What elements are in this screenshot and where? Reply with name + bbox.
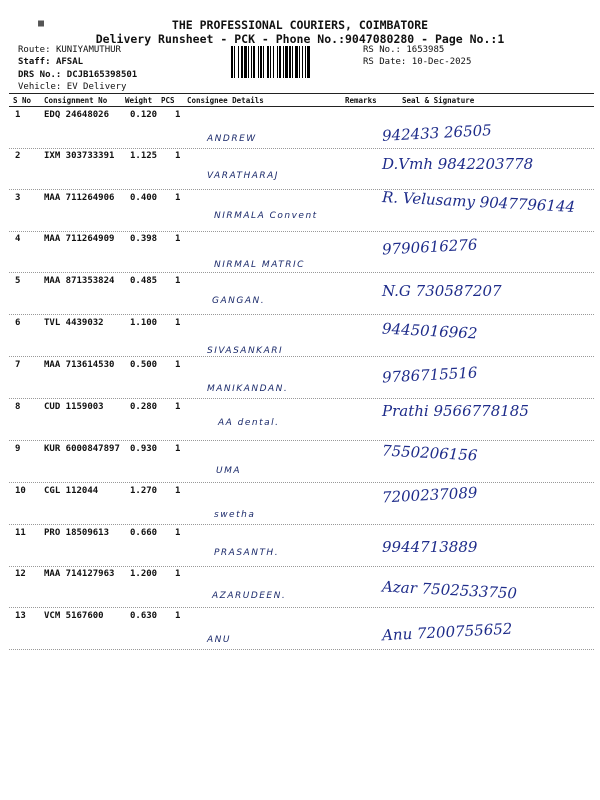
row-consignee: UMA — [216, 466, 242, 476]
row-pcs: 1 — [175, 360, 181, 370]
drs-label: DRS No.: — [18, 70, 62, 80]
row-divider — [9, 566, 594, 567]
row-weight: 1.125 — [130, 151, 158, 161]
row-consignment: CUD 1159003 — [44, 402, 104, 412]
row-consignment: MAA 713614530 — [44, 360, 115, 370]
row-pcs: 1 — [175, 528, 181, 538]
col-sno: S No — [13, 96, 32, 105]
row-signature: 942433 26505 — [381, 121, 493, 145]
row-consignment: MAA 714127963 — [44, 569, 115, 579]
row-pcs: 1 — [175, 569, 181, 579]
col-consignment: Consignment No — [44, 96, 108, 105]
row-weight: 1.270 — [130, 486, 158, 496]
row-sno: 13 — [15, 611, 26, 621]
row-consignee: GANGAN. — [212, 296, 266, 306]
route-value: KUNIYAMUTHUR — [55, 45, 121, 55]
row-consignee: MANIKANDAN. — [207, 384, 289, 394]
row-divider — [9, 314, 594, 315]
row-divider — [9, 356, 594, 357]
row-divider — [9, 272, 594, 273]
row-signature: 7550206156 — [381, 441, 478, 465]
row-signature: 9790616276 — [381, 235, 478, 259]
row-pcs: 1 — [175, 611, 181, 621]
row-consignment: MAA 711264906 — [44, 193, 115, 203]
rs-date-label: RS Date: — [363, 57, 407, 67]
col-weight: Weight — [125, 96, 153, 105]
row-signature: 9786715516 — [381, 363, 478, 387]
row-consignee: swetha — [214, 510, 256, 520]
row-consignment: EDQ 24648026 — [44, 110, 110, 120]
row-divider — [9, 398, 594, 399]
row-weight: 0.930 — [130, 444, 158, 454]
row-sno: 10 — [15, 486, 26, 496]
row-pcs: 1 — [175, 444, 181, 454]
row-signature: 7200237089 — [381, 483, 478, 507]
staff-label: Staff: — [18, 57, 51, 67]
rs-no-line — [363, 45, 444, 55]
row-pcs: 1 — [175, 318, 181, 328]
row-consignment: CGL 112044 — [44, 486, 99, 496]
row-sno: 9 — [15, 444, 21, 454]
row-weight: 1.100 — [130, 318, 158, 328]
row-signature: Prathi 9566778185 — [382, 402, 529, 420]
row-consignee: ANDREW — [207, 134, 257, 144]
row-weight: 0.280 — [130, 402, 158, 412]
row-consignee: SIVASANKARI — [207, 346, 284, 356]
vehicle-label: Vehicle: — [18, 82, 62, 92]
row-weight: 0.500 — [130, 360, 158, 370]
rs-date-value: 10-Dec-2025 — [411, 57, 472, 67]
staff-value: AFSAL — [55, 57, 84, 67]
row-consignment: MAA 871353824 — [44, 276, 115, 286]
row-weight: 0.660 — [130, 528, 158, 538]
row-signature: Azar 7502533750 — [381, 577, 518, 603]
row-sno: 7 — [15, 360, 21, 370]
row-signature: 9445016962 — [381, 319, 478, 343]
row-consignment: MAA 711264909 — [44, 234, 115, 244]
drs-line — [18, 70, 137, 80]
row-consignment: PRO 18509613 — [44, 528, 110, 538]
corner-mark: ■ — [38, 18, 45, 29]
vehicle-value: EV Delivery — [66, 82, 127, 92]
row-weight: 0.398 — [130, 234, 158, 244]
row-pcs: 1 — [175, 402, 181, 412]
row-consignee: VARATHARAJ — [207, 171, 279, 181]
header-bottom-rule — [9, 106, 594, 107]
rs-no-label: RS No.: — [363, 45, 401, 55]
drs-value: DCJB165398501 — [66, 70, 138, 80]
col-pcs: PCS — [161, 96, 175, 105]
route-line — [18, 45, 121, 55]
row-signature: D.Vmh 9842203778 — [382, 155, 534, 173]
row-consignee: AA dental. — [218, 418, 280, 428]
staff-line — [18, 57, 83, 67]
row-weight: 0.400 — [130, 193, 158, 203]
row-pcs: 1 — [175, 110, 181, 120]
row-sno: 12 — [15, 569, 26, 579]
row-sno: 2 — [15, 151, 21, 161]
row-sno: 4 — [15, 234, 21, 244]
row-pcs: 1 — [175, 151, 181, 161]
col-remarks: Remarks — [345, 96, 377, 105]
row-pcs: 1 — [175, 486, 181, 496]
row-consignment: TVL 4439032 — [44, 318, 104, 328]
row-sno: 11 — [15, 528, 26, 538]
row-consignee: PRASANTH. — [214, 548, 280, 558]
row-consignee: NIRMAL MATRIC — [214, 260, 305, 270]
row-sno: 6 — [15, 318, 21, 328]
row-divider — [9, 482, 594, 483]
header-top-rule — [9, 93, 594, 94]
rs-date-line — [363, 57, 471, 67]
row-consignee: AZARUDEEN. — [212, 591, 287, 601]
row-divider — [9, 231, 594, 232]
row-sno: 3 — [15, 193, 21, 203]
company-title: THE PROFESSIONAL COURIERS, COIMBATORE — [171, 18, 429, 32]
row-signature: 9944713889 — [382, 538, 478, 556]
row-weight: 0.120 — [130, 110, 158, 120]
row-divider — [9, 189, 594, 190]
row-sno: 1 — [15, 110, 21, 120]
row-signature: R. Velusamy 9047796144 — [381, 187, 576, 217]
row-consignment: IXM 303733391 — [44, 151, 115, 161]
row-sno: 8 — [15, 402, 21, 412]
row-consignment: KUR 6000847897 — [44, 444, 120, 454]
vehicle-line — [18, 82, 126, 92]
row-divider — [9, 524, 594, 525]
row-divider — [9, 148, 594, 149]
row-divider — [9, 649, 594, 650]
row-signature: N.G 730587207 — [382, 282, 502, 300]
runsheet-subtitle: Delivery Runsheet - PCK - Phone No.:9047080280 - Page No.:1 — [95, 32, 505, 46]
row-weight: 0.485 — [130, 276, 158, 286]
row-sno: 5 — [15, 276, 21, 286]
col-seal: Seal & Signature — [402, 96, 475, 105]
row-signature: Anu 7200755652 — [381, 619, 513, 645]
row-pcs: 1 — [175, 234, 181, 244]
rs-no-value: 1653985 — [406, 45, 445, 55]
barcode — [231, 46, 359, 78]
row-divider — [9, 440, 594, 441]
row-pcs: 1 — [175, 276, 181, 286]
route-label: Route: — [18, 45, 51, 55]
row-pcs: 1 — [175, 193, 181, 203]
col-consignee: Consignee Details — [187, 96, 264, 105]
row-weight: 0.630 — [130, 611, 158, 621]
row-consignee: ANU — [207, 635, 231, 645]
row-divider — [9, 607, 594, 608]
row-consignment: VCM 5167600 — [44, 611, 104, 621]
row-weight: 1.200 — [130, 569, 158, 579]
row-consignee: NIRMALA Convent — [214, 211, 318, 221]
